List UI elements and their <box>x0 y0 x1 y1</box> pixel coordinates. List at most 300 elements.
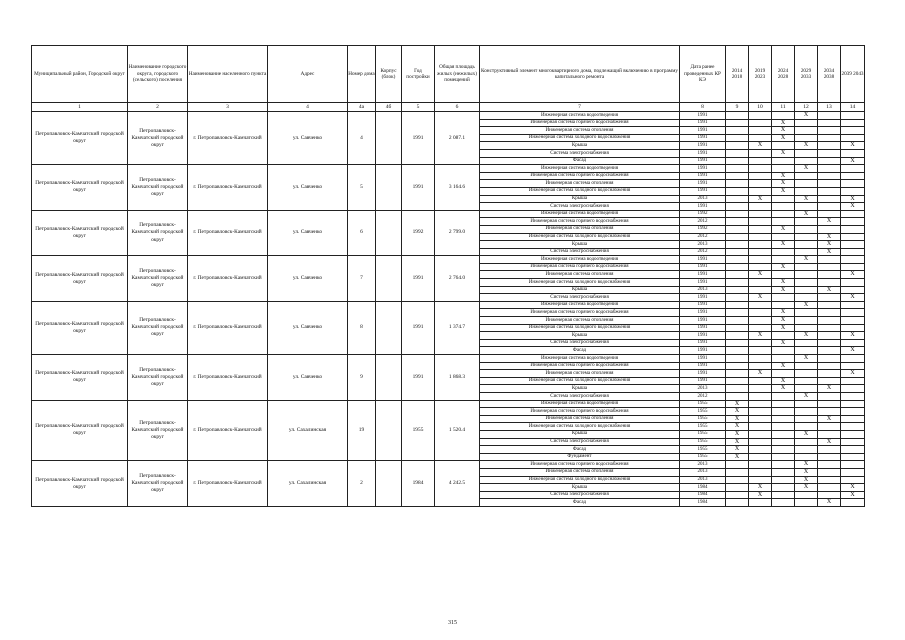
repair-date-cell: 2013 <box>680 468 726 476</box>
district-cell: Петропавловск-Камчатский городской округ <box>32 461 128 507</box>
settlement-cell: Петропавловск-Камчатский городской округ <box>128 256 188 302</box>
column-number: 6 <box>435 103 480 112</box>
period-mark-cell: X <box>772 134 795 142</box>
area-cell: 4 242.5 <box>435 461 480 507</box>
repair-date-cell: 1991 <box>680 165 726 173</box>
period-mark-cell <box>749 392 772 400</box>
period-mark-cell <box>726 461 749 469</box>
period-mark-cell <box>841 400 865 408</box>
table-row <box>32 400 865 408</box>
period-mark-cell <box>749 286 772 294</box>
column-number: 3 <box>188 103 268 112</box>
repair-date-cell: 1955 <box>680 400 726 408</box>
period-mark-cell <box>818 195 841 203</box>
period-mark-cell: X <box>749 271 772 279</box>
period-mark-cell <box>795 271 818 279</box>
column-number: 4б <box>376 103 402 112</box>
period-mark-cell: X <box>772 225 795 233</box>
build-year-cell: 1992 <box>402 210 435 256</box>
element-cell: Инженерная система холодного водоснабжения <box>480 233 680 241</box>
period-mark-cell <box>818 203 841 211</box>
repair-date-cell: 1955 <box>680 453 726 461</box>
element-cell: Система электроснабжения <box>480 491 680 499</box>
repair-date-cell: 1984 <box>680 499 726 507</box>
period-mark-cell <box>795 370 818 378</box>
column-number: 2 <box>128 103 188 112</box>
element-cell: Инженерная система холодного водоснабжения <box>480 324 680 332</box>
column-number: 9 <box>726 103 749 112</box>
period-mark-cell <box>818 271 841 279</box>
period-mark-cell <box>726 339 749 347</box>
repair-date-cell: 1991 <box>680 347 726 355</box>
period-mark-cell <box>726 317 749 325</box>
column-header: Конструктивный элемент многоквартирного дома, подлежащий включению в программу капитального ремонта <box>480 46 680 103</box>
column-number: 10 <box>749 103 772 112</box>
locality-cell: г. Петропавловск-Камчатский <box>188 461 268 507</box>
locality-cell: г. Петропавловск-Камчатский <box>188 400 268 461</box>
element-cell: Система электроснабжения <box>480 203 680 211</box>
period-mark-cell <box>841 453 865 461</box>
period-mark-cell <box>749 400 772 408</box>
table-row <box>32 461 865 469</box>
period-mark-cell <box>818 119 841 127</box>
period-mark-cell <box>726 134 749 142</box>
element-cell: Инженерная система горячего водоснабжения <box>480 218 680 226</box>
period-mark-cell <box>841 392 865 400</box>
repair-date-cell: 1955 <box>680 446 726 454</box>
period-mark-cell: X <box>726 446 749 454</box>
period-mark-cell: X <box>841 332 865 340</box>
period-mark-cell: X <box>772 339 795 347</box>
column-header: 2029 2033 <box>795 46 818 103</box>
period-mark-cell <box>841 112 865 120</box>
build-year-cell: 1991 <box>402 301 435 354</box>
period-mark-cell <box>818 446 841 454</box>
period-mark-cell <box>795 438 818 446</box>
period-mark-cell: X <box>841 491 865 499</box>
period-mark-cell <box>749 187 772 195</box>
period-mark-cell <box>749 317 772 325</box>
period-mark-cell <box>818 263 841 271</box>
period-mark-cell <box>818 484 841 492</box>
period-mark-cell <box>772 112 795 120</box>
period-mark-cell <box>818 430 841 438</box>
period-mark-cell <box>795 423 818 431</box>
period-mark-cell: X <box>772 377 795 385</box>
period-mark-cell <box>726 301 749 309</box>
repair-date-cell: 1991 <box>680 142 726 150</box>
column-header: 2034 2038 <box>818 46 841 103</box>
repair-date-cell: 1991 <box>680 127 726 135</box>
period-mark-cell: X <box>749 491 772 499</box>
period-mark-cell <box>749 438 772 446</box>
period-mark-cell: X <box>749 294 772 302</box>
period-mark-cell <box>726 476 749 484</box>
period-mark-cell: X <box>818 241 841 249</box>
period-mark-cell <box>726 256 749 264</box>
capital-repair-table <box>31 45 865 507</box>
address-cell: ул. Савченко <box>268 112 348 165</box>
element-cell: Фасад <box>480 157 680 165</box>
period-mark-cell <box>726 271 749 279</box>
period-mark-cell <box>841 119 865 127</box>
period-mark-cell <box>726 112 749 120</box>
period-mark-cell <box>795 263 818 271</box>
period-mark-cell <box>818 301 841 309</box>
repair-date-cell: 1991 <box>680 377 726 385</box>
period-mark-cell <box>749 377 772 385</box>
period-mark-cell <box>726 142 749 150</box>
period-mark-cell <box>772 294 795 302</box>
period-mark-cell <box>726 263 749 271</box>
period-mark-cell <box>841 362 865 370</box>
house-number-cell: 5 <box>348 165 376 211</box>
locality-cell: г. Петропавловск-Камчатский <box>188 301 268 354</box>
period-mark-cell <box>772 438 795 446</box>
period-mark-cell <box>795 362 818 370</box>
period-mark-cell <box>841 301 865 309</box>
period-mark-cell <box>772 165 795 173</box>
district-cell: Петропавловск-Камчатский городской округ <box>32 400 128 461</box>
build-year-cell: 1991 <box>402 256 435 302</box>
column-header: 2014 2018 <box>726 46 749 103</box>
period-mark-cell <box>795 453 818 461</box>
period-mark-cell: X <box>818 385 841 393</box>
column-number: 4 <box>268 103 348 112</box>
period-mark-cell <box>726 203 749 211</box>
period-mark-cell <box>772 218 795 226</box>
repair-date-cell: 2013 <box>680 476 726 484</box>
period-mark-cell <box>795 309 818 317</box>
repair-date-cell: 1991 <box>680 317 726 325</box>
period-mark-cell <box>841 149 865 157</box>
period-mark-cell <box>841 218 865 226</box>
period-mark-cell: X <box>841 195 865 203</box>
element-cell: Система электроснабжения <box>480 149 680 157</box>
address-cell: ул. Сахалинская <box>268 400 348 461</box>
period-mark-cell <box>749 446 772 454</box>
element-cell: Система электроснабжения <box>480 392 680 400</box>
element-cell: Инженерная система отопления <box>480 370 680 378</box>
period-mark-cell <box>749 279 772 287</box>
column-number: 13 <box>818 103 841 112</box>
period-mark-cell <box>772 461 795 469</box>
period-mark-cell <box>726 385 749 393</box>
element-cell: Инженерная система водоотведения <box>480 256 680 264</box>
house-number-cell: 2 <box>348 461 376 507</box>
repair-date-cell: 1991 <box>680 339 726 347</box>
area-cell: 1 374.7 <box>435 301 480 354</box>
element-cell: Инженерная система горячего водоснабжения <box>480 263 680 271</box>
period-mark-cell: X <box>772 263 795 271</box>
period-mark-cell <box>818 355 841 363</box>
period-mark-cell <box>772 301 795 309</box>
period-mark-cell <box>726 149 749 157</box>
repair-date-cell: 1991 <box>680 263 726 271</box>
period-mark-cell <box>726 491 749 499</box>
period-mark-cell <box>749 172 772 180</box>
period-mark-cell: X <box>795 195 818 203</box>
period-mark-cell <box>726 377 749 385</box>
settlement-cell: Петропавловск-Камчатский городской округ <box>128 112 188 165</box>
period-mark-cell <box>726 119 749 127</box>
area-cell: 1 868.3 <box>435 355 480 401</box>
column-number: 5 <box>402 103 435 112</box>
period-mark-cell <box>749 157 772 165</box>
period-mark-cell: X <box>749 484 772 492</box>
period-mark-cell <box>772 256 795 264</box>
element-cell: Инженерная система водоотведения <box>480 165 680 173</box>
element-cell: Инженерная система холодного водоснабжения <box>480 279 680 287</box>
period-mark-cell <box>772 400 795 408</box>
period-mark-cell <box>795 491 818 499</box>
period-mark-cell <box>841 438 865 446</box>
table-row <box>32 256 865 264</box>
repair-date-cell: 2012 <box>680 233 726 241</box>
period-mark-cell: X <box>818 499 841 507</box>
period-mark-cell <box>726 172 749 180</box>
column-header: Год постройки <box>402 46 435 103</box>
column-number: 14 <box>841 103 865 112</box>
period-mark-cell <box>749 218 772 226</box>
district-cell: Петропавловск-Камчатский городской округ <box>32 165 128 211</box>
period-mark-cell: X <box>726 415 749 423</box>
period-mark-cell <box>818 279 841 287</box>
element-cell: Крыша <box>480 484 680 492</box>
column-header: Адрес <box>268 46 348 103</box>
element-cell: Инженерная система холодного водоснабжения <box>480 134 680 142</box>
repair-date-cell: 1991 <box>680 172 726 180</box>
block-cell <box>376 210 402 256</box>
period-mark-cell <box>772 476 795 484</box>
element-cell: Инженерная система горячего водоснабжения <box>480 119 680 127</box>
period-mark-cell: X <box>795 210 818 218</box>
period-mark-cell <box>841 408 865 416</box>
period-mark-cell <box>795 127 818 135</box>
period-mark-cell <box>726 157 749 165</box>
period-mark-cell <box>818 157 841 165</box>
table-row <box>32 355 865 363</box>
period-mark-cell <box>795 317 818 325</box>
period-mark-cell: X <box>841 142 865 150</box>
period-mark-cell <box>726 370 749 378</box>
period-mark-cell <box>772 210 795 218</box>
locality-cell: г. Петропавловск-Камчатский <box>188 112 268 165</box>
block-cell <box>376 301 402 354</box>
block-cell <box>376 461 402 507</box>
block-cell <box>376 355 402 401</box>
period-mark-cell <box>749 309 772 317</box>
area-cell: 2 764.0 <box>435 256 480 302</box>
column-header: Наименование населенного пункта <box>188 46 268 103</box>
period-mark-cell <box>818 377 841 385</box>
block-cell <box>376 112 402 165</box>
period-mark-cell <box>841 134 865 142</box>
element-cell: Система электроснабжения <box>480 294 680 302</box>
period-mark-cell <box>818 476 841 484</box>
period-mark-cell <box>772 408 795 416</box>
house-number-cell: 19 <box>348 400 376 461</box>
repair-date-cell: 2013 <box>680 385 726 393</box>
period-mark-cell <box>726 187 749 195</box>
period-mark-cell <box>749 461 772 469</box>
column-header: 2039 2043 <box>841 46 865 103</box>
period-mark-cell: X <box>795 301 818 309</box>
period-mark-cell <box>749 301 772 309</box>
period-mark-cell <box>841 210 865 218</box>
period-mark-cell <box>749 180 772 188</box>
period-mark-cell <box>841 355 865 363</box>
period-mark-cell <box>749 256 772 264</box>
repair-date-cell: 1991 <box>680 119 726 127</box>
period-mark-cell <box>749 362 772 370</box>
period-mark-cell <box>818 187 841 195</box>
element-cell: Инженерная система горячего водоснабжения <box>480 309 680 317</box>
element-cell: Инженерная система горячего водоснабжения <box>480 362 680 370</box>
period-mark-cell <box>749 165 772 173</box>
period-mark-cell: X <box>795 165 818 173</box>
period-mark-cell: X <box>749 332 772 340</box>
period-mark-cell <box>818 461 841 469</box>
period-mark-cell <box>841 468 865 476</box>
period-mark-cell <box>726 248 749 256</box>
period-mark-cell <box>772 203 795 211</box>
settlement-cell: Петропавловск-Камчатский городской округ <box>128 461 188 507</box>
settlement-cell: Петропавловск-Камчатский городской округ <box>128 165 188 211</box>
period-mark-cell <box>841 286 865 294</box>
period-mark-cell <box>726 286 749 294</box>
period-mark-cell <box>818 134 841 142</box>
settlement-cell: Петропавловск-Камчатский городской округ <box>128 301 188 354</box>
period-mark-cell <box>772 347 795 355</box>
element-cell: Инженерная система отопления <box>480 415 680 423</box>
period-mark-cell <box>818 453 841 461</box>
period-mark-cell <box>841 339 865 347</box>
period-mark-cell: X <box>795 256 818 264</box>
district-cell: Петропавловск-Камчатский городской округ <box>32 355 128 401</box>
period-mark-cell <box>818 180 841 188</box>
period-mark-cell <box>795 233 818 241</box>
period-mark-cell <box>795 218 818 226</box>
repair-date-cell: 1991 <box>680 187 726 195</box>
period-mark-cell: X <box>818 233 841 241</box>
element-cell: Система электроснабжения <box>480 248 680 256</box>
element-cell: Фундамент <box>480 453 680 461</box>
period-mark-cell <box>841 461 865 469</box>
period-mark-cell: X <box>772 241 795 249</box>
period-mark-cell <box>795 446 818 454</box>
period-mark-cell <box>749 324 772 332</box>
period-mark-cell <box>818 225 841 233</box>
period-mark-cell <box>841 430 865 438</box>
repair-date-cell: 1992 <box>680 225 726 233</box>
house-number-cell: 9 <box>348 355 376 401</box>
period-mark-cell: X <box>772 279 795 287</box>
period-mark-cell: X <box>749 142 772 150</box>
period-mark-cell <box>726 225 749 233</box>
period-mark-cell: X <box>772 309 795 317</box>
period-mark-cell <box>772 233 795 241</box>
period-mark-cell <box>841 225 865 233</box>
period-mark-cell <box>772 157 795 165</box>
period-mark-cell <box>749 134 772 142</box>
period-mark-cell <box>749 119 772 127</box>
period-mark-cell <box>795 180 818 188</box>
repair-date-cell: 1991 <box>680 203 726 211</box>
repair-date-cell: 1955 <box>680 408 726 416</box>
period-mark-cell <box>841 423 865 431</box>
locality-cell: г. Петропавловск-Камчатский <box>188 355 268 401</box>
column-number-row <box>32 103 865 112</box>
locality-cell: г. Петропавловск-Камчатский <box>188 165 268 211</box>
repair-date-cell: 2012 <box>680 392 726 400</box>
period-mark-cell <box>726 468 749 476</box>
house-number-cell: 6 <box>348 210 376 256</box>
period-mark-cell <box>795 187 818 195</box>
period-mark-cell: X <box>772 180 795 188</box>
period-mark-cell <box>772 392 795 400</box>
repair-date-cell: 1991 <box>680 279 726 287</box>
period-mark-cell <box>749 248 772 256</box>
element-cell: Инженерная система холодного водоснабжения <box>480 423 680 431</box>
period-mark-cell: X <box>726 423 749 431</box>
period-mark-cell: X <box>772 127 795 135</box>
repair-date-cell: 2013 <box>680 286 726 294</box>
element-cell: Инженерная система горячего водоснабжения <box>480 172 680 180</box>
period-mark-cell <box>795 157 818 165</box>
element-cell: Инженерная система горячего водоснабжения <box>480 408 680 416</box>
period-mark-cell <box>841 385 865 393</box>
column-header: 2024 2028 <box>772 46 795 103</box>
period-mark-cell: X <box>772 286 795 294</box>
repair-date-cell: 1992 <box>680 210 726 218</box>
period-mark-cell <box>726 279 749 287</box>
period-mark-cell <box>772 370 795 378</box>
period-mark-cell: X <box>772 324 795 332</box>
address-cell: ул. Савченко <box>268 256 348 302</box>
period-mark-cell <box>818 112 841 120</box>
element-cell: Система электроснабжения <box>480 438 680 446</box>
element-cell: Инженерная система холодного водоснабжения <box>480 377 680 385</box>
period-mark-cell <box>841 324 865 332</box>
period-mark-cell <box>841 263 865 271</box>
period-mark-cell <box>772 142 795 150</box>
period-mark-cell <box>841 377 865 385</box>
area-cell: 1 520.4 <box>435 400 480 461</box>
period-mark-cell: X <box>841 484 865 492</box>
element-cell: Крыша <box>480 332 680 340</box>
period-mark-cell <box>795 279 818 287</box>
period-mark-cell: X <box>841 157 865 165</box>
block-cell <box>376 165 402 211</box>
period-mark-cell: X <box>772 317 795 325</box>
element-cell: Фасад <box>480 347 680 355</box>
column-header: Муниципальный район, Городской округ <box>32 46 128 103</box>
period-mark-cell <box>726 233 749 241</box>
period-mark-cell <box>749 203 772 211</box>
repair-date-cell: 1991 <box>680 294 726 302</box>
settlement-cell: Петропавловск-Камчатский городской округ <box>128 400 188 461</box>
settlement-cell: Петропавловск-Камчатский городской округ <box>128 355 188 401</box>
period-mark-cell <box>749 415 772 423</box>
period-mark-cell <box>749 453 772 461</box>
area-cell: 2 087.1 <box>435 112 480 165</box>
column-header: Корпус (блок) <box>376 46 402 103</box>
element-cell: Фасад <box>480 499 680 507</box>
period-mark-cell <box>818 142 841 150</box>
period-mark-cell <box>795 408 818 416</box>
repair-date-cell: 1955 <box>680 415 726 423</box>
